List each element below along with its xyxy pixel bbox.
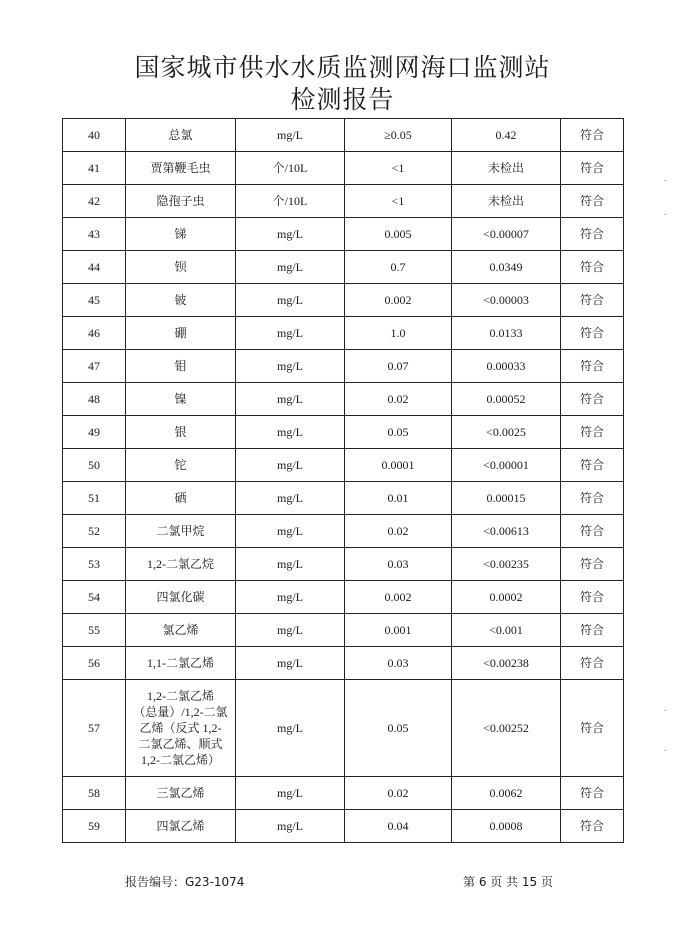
limit-value: 0.02: [345, 515, 452, 548]
item-name: 1,2-二氯乙烯 （总量）/1,2-二氯 乙烯（反式 1,2- 二氯乙烯、顺式 1,2-二氯乙烯）: [126, 680, 236, 777]
verdict: 符合: [561, 416, 624, 449]
item-name: 四氯乙烯: [126, 810, 236, 843]
unit: mg/L: [236, 284, 345, 317]
limit-value: 0.03: [345, 647, 452, 680]
unit: mg/L: [236, 449, 345, 482]
limit-value: 0.02: [345, 383, 452, 416]
scan-mark: -: [664, 210, 668, 220]
results-table: [62, 118, 624, 843]
unit: mg/L: [236, 482, 345, 515]
row-number: 45: [63, 284, 126, 317]
item-name: 铊: [126, 449, 236, 482]
row-number: 50: [63, 449, 126, 482]
row-number: 40: [63, 119, 126, 152]
test-result: <0.00613: [452, 515, 561, 548]
verdict: 符合: [561, 185, 624, 218]
item-name: 硼: [126, 317, 236, 350]
verdict: 符合: [561, 810, 624, 843]
limit-value: 0.005: [345, 218, 452, 251]
limit-value: 0.05: [345, 680, 452, 777]
limit-value: 1.0: [345, 317, 452, 350]
row-number: 51: [63, 482, 126, 515]
unit: mg/L: [236, 218, 345, 251]
table-row: [63, 119, 624, 152]
table-row: [63, 482, 624, 515]
item-name: 钡: [126, 251, 236, 284]
item-name: 钼: [126, 350, 236, 383]
unit: mg/L: [236, 317, 345, 350]
test-result: 0.00052: [452, 383, 561, 416]
item-name: 镍: [126, 383, 236, 416]
test-result: <0.00235: [452, 548, 561, 581]
row-number: 49: [63, 416, 126, 449]
unit: mg/L: [236, 647, 345, 680]
verdict: 符合: [561, 449, 624, 482]
table-row: [63, 515, 624, 548]
test-result: 0.00015: [452, 482, 561, 515]
table-row: [63, 680, 624, 777]
test-result: <0.0025: [452, 416, 561, 449]
item-name: 贾第鞭毛虫: [126, 152, 236, 185]
test-result: <0.00007: [452, 218, 561, 251]
test-result: <0.001: [452, 614, 561, 647]
row-number: 55: [63, 614, 126, 647]
test-result: <0.00003: [452, 284, 561, 317]
test-result: 0.0002: [452, 581, 561, 614]
limit-value: <1: [345, 152, 452, 185]
test-result: <0.00252: [452, 680, 561, 777]
limit-value: 0.001: [345, 614, 452, 647]
test-result: 0.42: [452, 119, 561, 152]
limit-value: 0.7: [345, 251, 452, 284]
unit: 个/10L: [236, 152, 345, 185]
row-number: 58: [63, 777, 126, 810]
table-row: [63, 350, 624, 383]
item-name: 锑: [126, 218, 236, 251]
unit: mg/L: [236, 680, 345, 777]
item-name: 总氯: [126, 119, 236, 152]
test-result: <0.00001: [452, 449, 561, 482]
test-result: 0.00033: [452, 350, 561, 383]
row-number: 59: [63, 810, 126, 843]
test-result: 未检出: [452, 185, 561, 218]
limit-value: <1: [345, 185, 452, 218]
item-name: 二氯甲烷: [126, 515, 236, 548]
limit-value: 0.002: [345, 284, 452, 317]
verdict: 符合: [561, 581, 624, 614]
test-result: 0.0062: [452, 777, 561, 810]
limit-value: 0.0001: [345, 449, 452, 482]
table-row: [63, 218, 624, 251]
report-subtitle: 检测报告: [290, 85, 395, 114]
item-name: 四氯化碳: [126, 581, 236, 614]
unit: mg/L: [236, 581, 345, 614]
verdict: 符合: [561, 614, 624, 647]
limit-value: 0.002: [345, 581, 452, 614]
verdict: 符合: [561, 647, 624, 680]
verdict: 符合: [561, 251, 624, 284]
test-result: 0.0008: [452, 810, 561, 843]
table-row: [63, 251, 624, 284]
item-name: 1,1-二氯乙烯: [126, 647, 236, 680]
row-number: 53: [63, 548, 126, 581]
limit-value: 0.01: [345, 482, 452, 515]
unit: mg/L: [236, 350, 345, 383]
limit-value: 0.02: [345, 777, 452, 810]
verdict: 符合: [561, 482, 624, 515]
table-row: [63, 614, 624, 647]
item-name: 三氯乙烯: [126, 777, 236, 810]
unit: mg/L: [236, 119, 345, 152]
limit-value: 0.03: [345, 548, 452, 581]
table-row: [63, 284, 624, 317]
verdict: 符合: [561, 317, 624, 350]
row-number: 47: [63, 350, 126, 383]
unit: mg/L: [236, 383, 345, 416]
scan-mark: -: [664, 706, 668, 716]
table-row: [63, 548, 624, 581]
item-name: 氯乙烯: [126, 614, 236, 647]
table-row: [63, 777, 624, 810]
unit: mg/L: [236, 515, 345, 548]
verdict: 符合: [561, 350, 624, 383]
test-result: 0.0133: [452, 317, 561, 350]
unit: 个/10L: [236, 185, 345, 218]
scan-mark: -: [664, 746, 668, 756]
verdict: 符合: [561, 515, 624, 548]
row-number: 46: [63, 317, 126, 350]
row-number: 56: [63, 647, 126, 680]
item-name: 1,2-二氯乙烷: [126, 548, 236, 581]
test-result: 0.0349: [452, 251, 561, 284]
table-row: [63, 416, 624, 449]
table-row: [63, 317, 624, 350]
row-number: 52: [63, 515, 126, 548]
unit: mg/L: [236, 416, 345, 449]
page-info: 第 6 页 共 15 页: [463, 875, 553, 889]
row-number: 43: [63, 218, 126, 251]
row-number: 57: [63, 680, 126, 777]
verdict: 符合: [561, 218, 624, 251]
table-row: [63, 810, 624, 843]
item-name: 隐孢子虫: [126, 185, 236, 218]
unit: mg/L: [236, 548, 345, 581]
table-row: [63, 383, 624, 416]
limit-value: 0.07: [345, 350, 452, 383]
row-number: 41: [63, 152, 126, 185]
unit: mg/L: [236, 810, 345, 843]
verdict: 符合: [561, 152, 624, 185]
verdict: 符合: [561, 777, 624, 810]
limit-value: ≥0.05: [345, 119, 452, 152]
table-row: [63, 581, 624, 614]
row-number: 54: [63, 581, 126, 614]
test-result: 未检出: [452, 152, 561, 185]
scan-mark: -: [664, 176, 668, 186]
limit-value: 0.05: [345, 416, 452, 449]
verdict: 符合: [561, 119, 624, 152]
unit: mg/L: [236, 251, 345, 284]
verdict: 符合: [561, 383, 624, 416]
unit: mg/L: [236, 777, 345, 810]
item-name: 硒: [126, 482, 236, 515]
test-result: <0.00238: [452, 647, 561, 680]
table-row: [63, 449, 624, 482]
unit: mg/L: [236, 614, 345, 647]
verdict: 符合: [561, 284, 624, 317]
row-number: 48: [63, 383, 126, 416]
table-row: [63, 647, 624, 680]
report-number: 报告编号：G23-1074: [125, 875, 245, 889]
table-row: [63, 185, 624, 218]
report-title: 国家城市供水水质监测网海口监测站: [134, 53, 551, 82]
row-number: 44: [63, 251, 126, 284]
verdict: 符合: [561, 548, 624, 581]
verdict: 符合: [561, 680, 624, 777]
table-row: [63, 152, 624, 185]
item-name: 银: [126, 416, 236, 449]
row-number: 42: [63, 185, 126, 218]
limit-value: 0.04: [345, 810, 452, 843]
item-name: 铍: [126, 284, 236, 317]
